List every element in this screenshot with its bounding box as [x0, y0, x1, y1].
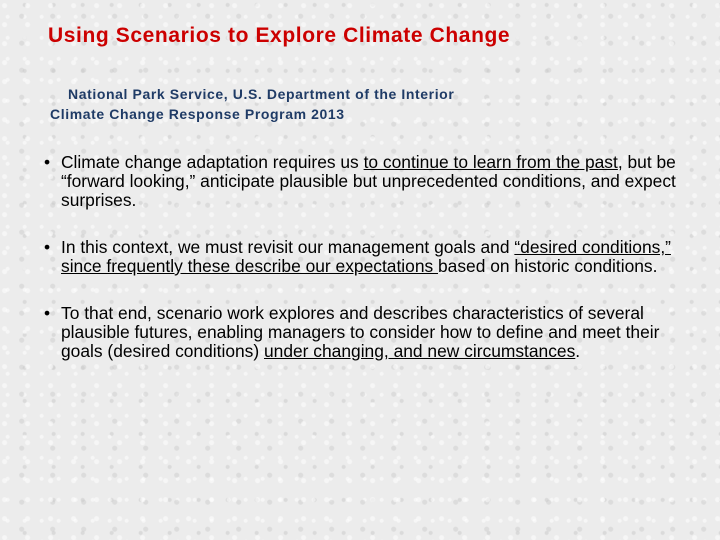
bullet-marker: •: [44, 152, 51, 172]
bullet-item-desired-conditions: [44, 238, 694, 276]
bullet-text-underlined: “desired conditions,” since frequently these describe our expectations: [61, 237, 671, 276]
bullet-marker: •: [44, 303, 51, 323]
bullet-text-underlined: under changing, and new circumstances: [264, 341, 576, 361]
bullet-text: based on historic conditions.: [438, 256, 658, 276]
bullet-item-learn-from-past: [44, 153, 694, 210]
bullet-text-underlined: to continue to learn from the past: [363, 152, 618, 172]
bullet-list: [44, 153, 694, 361]
slide-subtitle: [50, 84, 454, 124]
bullet-text: , but be “forward looking,” anticipate plausible but unprecedented conditions, and expect surprises.: [61, 152, 676, 210]
bullet-text: To that end, scenario work explores and describes characteristics of several plausible futures, enabling managers to consider how to define and meet their goals (desired conditions): [61, 303, 660, 361]
bullet-marker: •: [44, 237, 51, 257]
subtitle-line-program: Climate Change Response Program 2013: [50, 106, 345, 122]
bullet-text: Climate change adaptation requires us: [61, 152, 364, 172]
bullet-text: .: [575, 341, 581, 361]
bullet-text: In this context, we must revisit our management goals and: [61, 237, 515, 257]
bullet-item-scenario-work: [44, 304, 694, 361]
subtitle-line-agency: National Park Service, U.S. Department of the Interior: [68, 86, 455, 102]
slide-title: Using Scenarios to Explore Climate Change: [48, 24, 511, 47]
